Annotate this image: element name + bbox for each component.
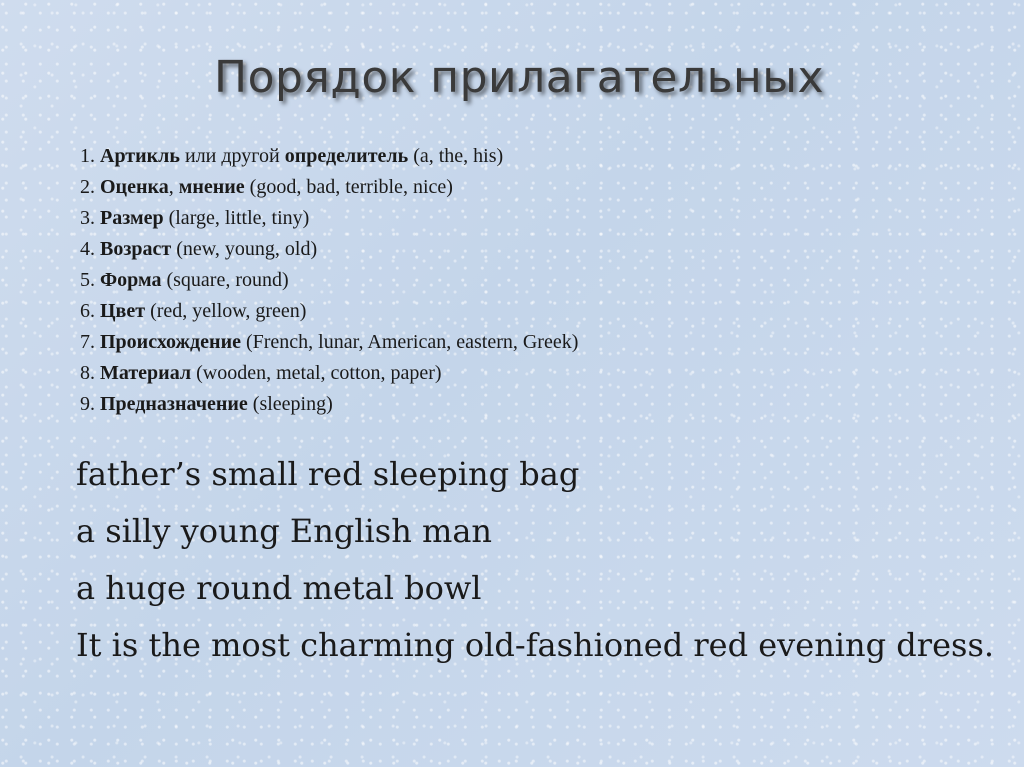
order-item-term: Оценка <box>100 176 169 198</box>
order-item-text: (new, young, old) <box>171 238 318 260</box>
order-item <box>80 358 578 389</box>
order-item-number: 1. <box>80 145 95 167</box>
order-item <box>80 265 578 296</box>
order-item-term: Материал <box>100 362 192 384</box>
example-sentence: a silly young English man <box>76 512 492 550</box>
example-sentence: It is the most charming old-fashioned red evening dress. <box>76 626 995 664</box>
order-item-text: (red, yellow, green) <box>145 300 307 322</box>
order-item <box>80 141 578 172</box>
order-item-number: 9. <box>80 393 95 415</box>
example-sentence: father’s small red sleeping bag <box>76 455 580 493</box>
order-item-number: 4. <box>80 238 95 260</box>
order-item-term: Размер <box>100 207 164 229</box>
order-item-term: Цвет <box>100 300 146 322</box>
order-item-term: Предназначение <box>100 393 248 415</box>
order-item-term: Происхождение <box>100 331 241 353</box>
order-item-term: Форма <box>100 269 162 291</box>
order-item-term: определитель <box>284 145 409 167</box>
order-item <box>80 327 578 358</box>
order-item-text: (a, the, his) <box>408 145 504 167</box>
order-item-text: (good, bad, terrible, nice) <box>244 176 453 198</box>
order-item-text: или другой <box>179 145 285 167</box>
order-item-number: 8. <box>80 362 95 384</box>
order-item-text: (sleeping) <box>247 393 333 415</box>
order-item <box>80 172 578 203</box>
order-item-number: 7. <box>80 331 95 353</box>
order-item-text: , <box>168 176 179 198</box>
order-item <box>80 389 578 420</box>
adjective-order-list <box>80 141 578 420</box>
order-item-term: Возраст <box>100 238 172 260</box>
order-item-number: 2. <box>80 176 95 198</box>
order-item-text: (large, little, tiny) <box>163 207 310 229</box>
order-item <box>80 296 578 327</box>
order-item-number: 3. <box>80 207 95 229</box>
order-item-text: (square, round) <box>161 269 289 291</box>
slide-title: Порядок прилагательных <box>214 52 825 103</box>
order-item <box>80 203 578 234</box>
order-item-number: 6. <box>80 300 95 322</box>
order-item <box>80 234 578 265</box>
order-item-number: 5. <box>80 269 95 291</box>
order-item-text: (French, lunar, American, eastern, Greek) <box>240 331 579 353</box>
example-sentence: a huge round metal bowl <box>76 569 482 607</box>
order-item-text: (wooden, metal, cotton, paper) <box>191 362 442 384</box>
examples-list <box>76 452 996 680</box>
order-item-term: Артикль <box>100 145 180 167</box>
order-item-term: мнение <box>178 176 245 198</box>
